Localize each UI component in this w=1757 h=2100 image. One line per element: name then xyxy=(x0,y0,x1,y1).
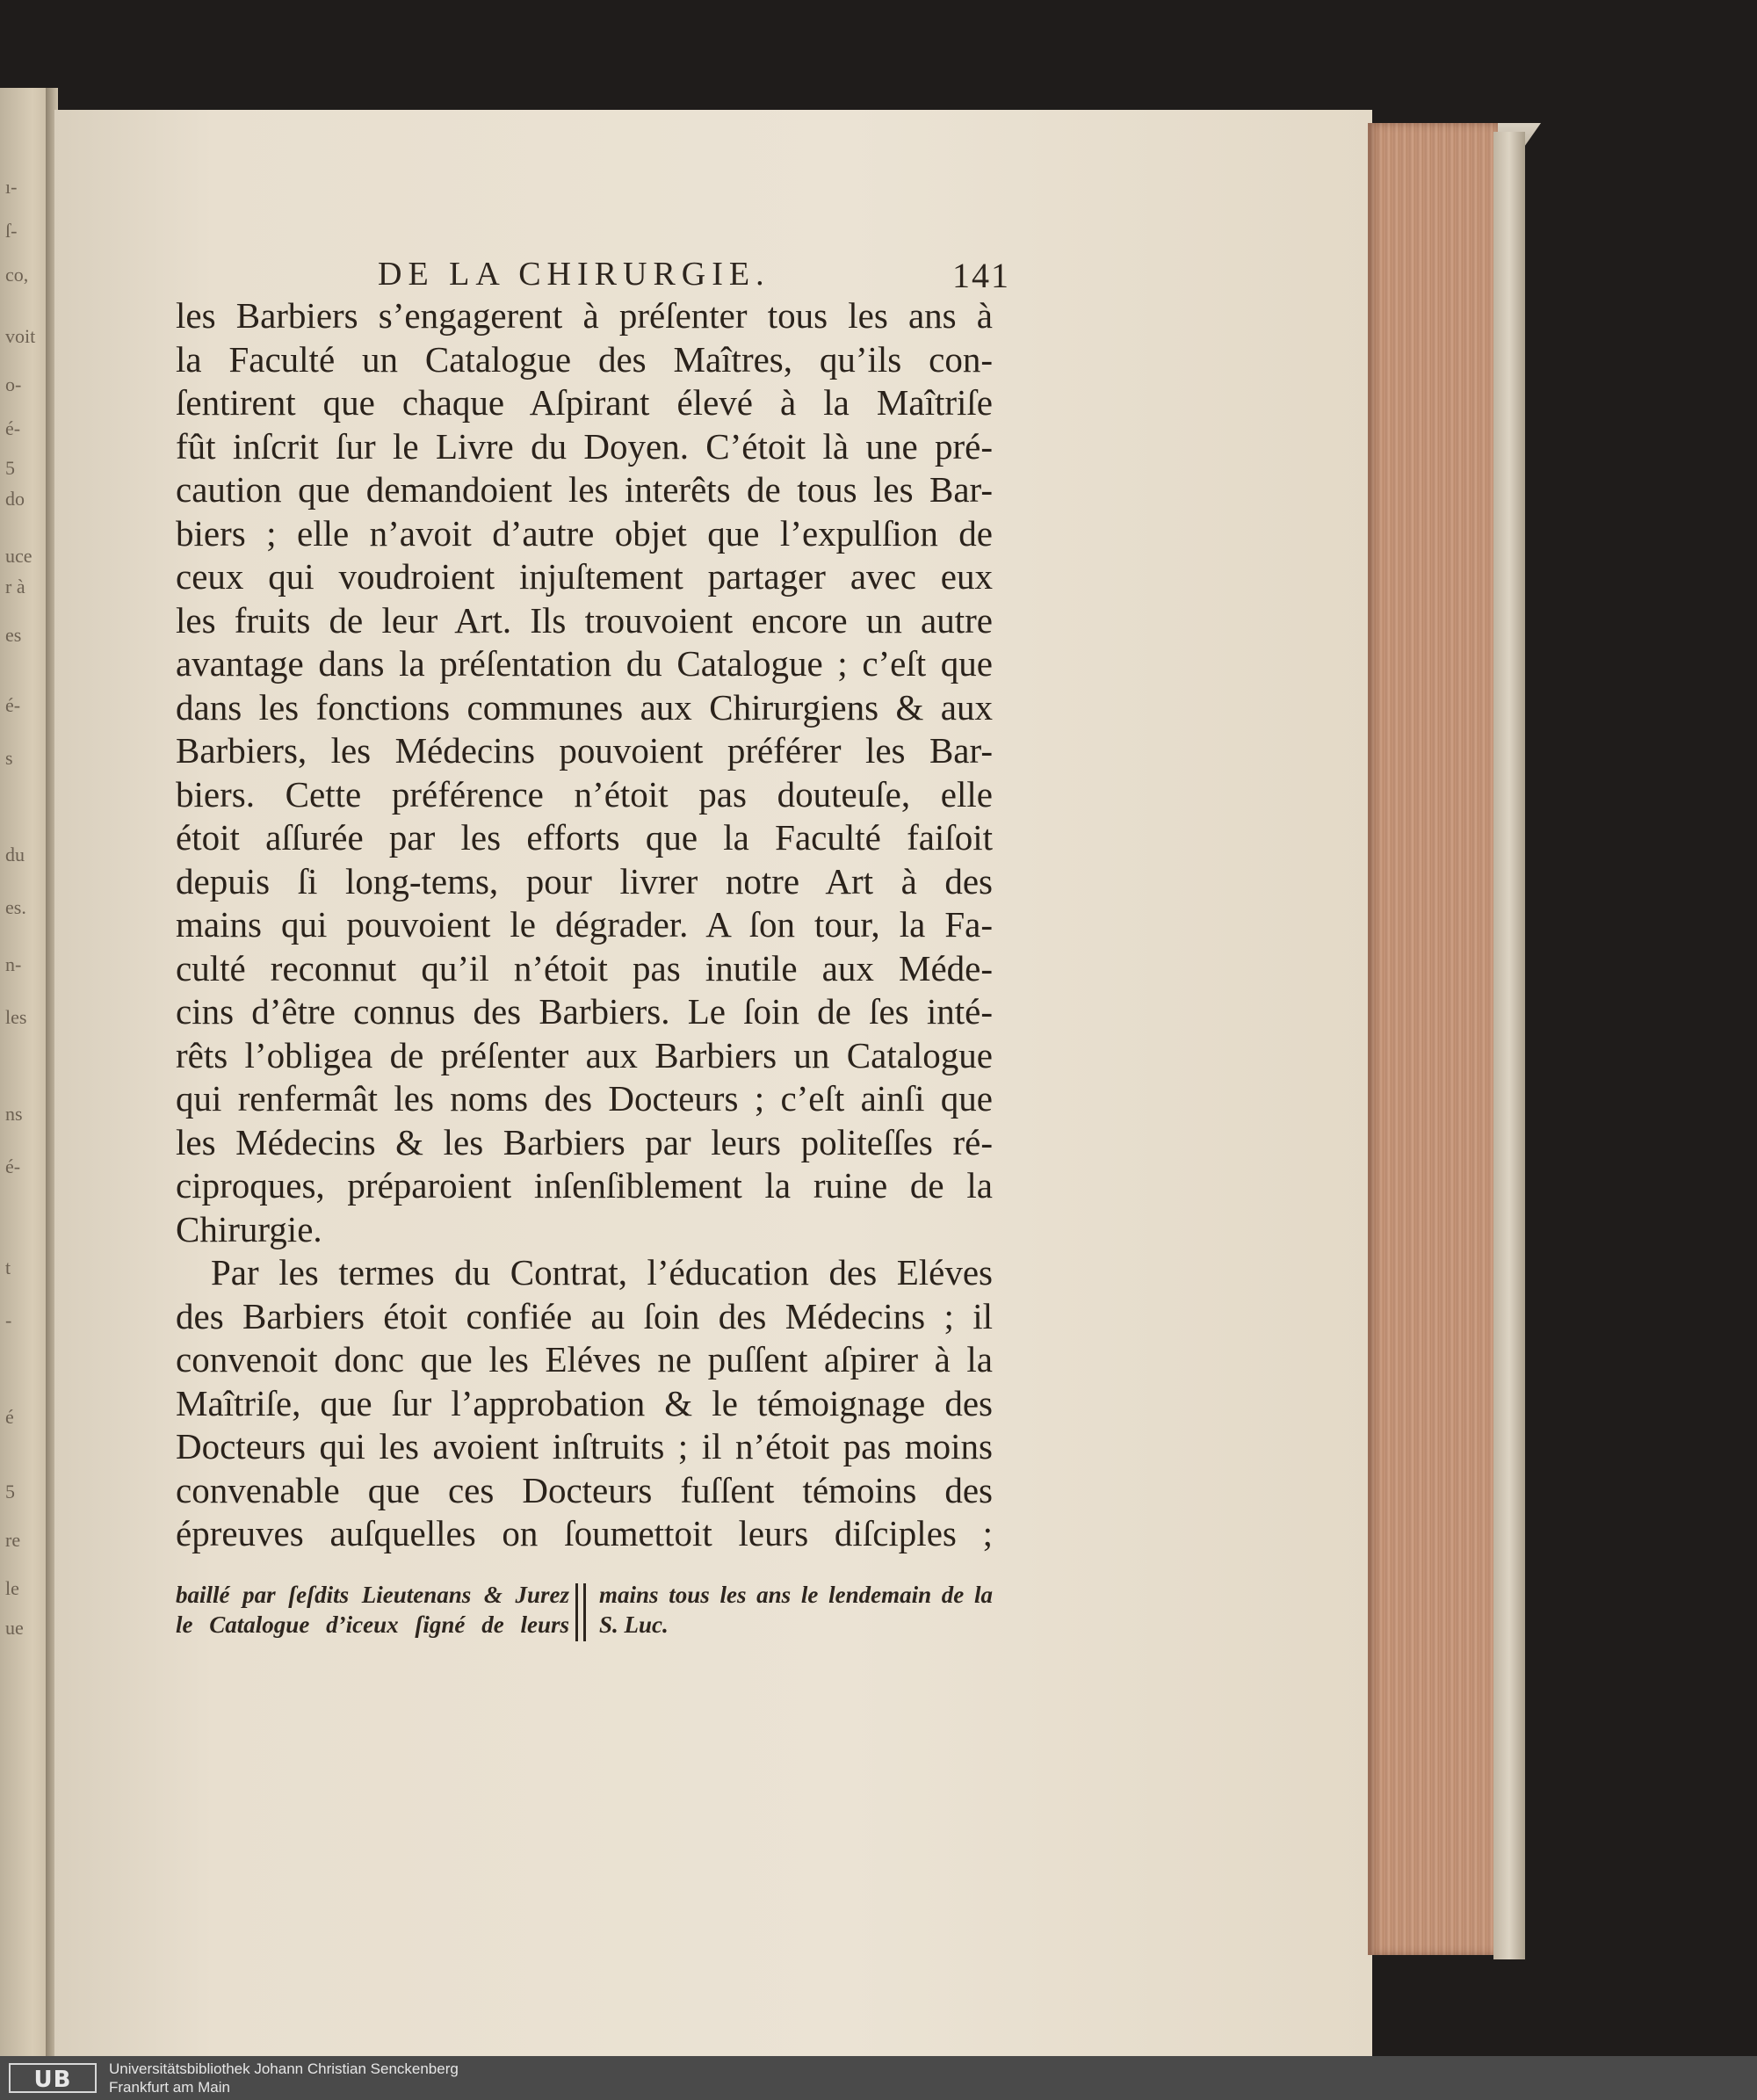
text-line: caution que demandoient les interêts de tous les Bar- xyxy=(176,469,993,510)
text-line: des Barbiers étoit confiée au ſoin des Médecins ; il xyxy=(176,1295,993,1336)
left-page-fragment: du xyxy=(5,844,25,865)
footnote-line: S. Luc. xyxy=(599,1611,669,1638)
left-page-fragment: r à xyxy=(5,576,25,597)
institution-label xyxy=(109,2060,459,2096)
text-line: épreuves auſquelles on ſoumettoit leurs diſciples ; xyxy=(176,1513,993,1553)
left-page-fragment: es xyxy=(5,624,22,646)
left-page-fragment: uce xyxy=(5,545,33,567)
institution-name: Universitätsbibliothek Johann Christian Senckenberg xyxy=(109,2060,459,2077)
left-page-fragment: ns xyxy=(5,1103,23,1125)
footnote-line: baillé par ſeſdits Lieutenans & Jurez xyxy=(176,1582,569,1608)
text-line: rêts l’obligea de préſenter aux Barbiers un Catalogue xyxy=(176,1034,993,1075)
text-line: qui renfermât les noms des Docteurs ; c’eſt ainſi que xyxy=(176,1078,993,1119)
text-line: ſentirent que chaque Aſpirant élevé à la Maîtriſe xyxy=(176,382,993,423)
text-line: ciproques, préparoient inſenſiblement la ruine de la xyxy=(176,1165,993,1206)
text-line: cins d’être connus des Barbiers. Le ſoin de ſes inté- xyxy=(176,991,993,1032)
left-page-fragment: s xyxy=(5,747,13,769)
text-line: ceux qui voudroient injuſtement partager avec eux xyxy=(176,556,993,597)
library-footer xyxy=(0,2056,1757,2100)
left-page-fragment: o- xyxy=(5,373,22,395)
body-text xyxy=(176,294,993,1556)
text-line: avantage dans la préſentation du Catalogue ; c’eſt que xyxy=(176,643,993,684)
ub-logo[interactable]: UB xyxy=(9,2063,97,2093)
text-line: convenable que ces Docteurs fuſſent témoins des xyxy=(176,1469,993,1510)
text-line: depuis ſi long-tems, pour livrer notre Art à des xyxy=(176,860,993,902)
left-page-fragment: le xyxy=(5,1577,19,1599)
left-page-fragment: é xyxy=(5,1406,14,1428)
footnote-left-column xyxy=(176,1580,569,1640)
left-page-fragment: les xyxy=(5,1006,27,1028)
text-line: Maîtriſe, que ſur l’approbation & le témoignage des xyxy=(176,1382,993,1423)
text-line: Par les termes du Contrat, l’éducation des Eléves xyxy=(211,1252,993,1293)
left-page-fragment: é- xyxy=(5,417,21,439)
text-line: la Faculté un Catalogue des Maîtres, qu’ils con- xyxy=(176,338,993,380)
text-line: Chirurgie. xyxy=(176,1208,322,1249)
text-line: les fruits de leur Art. Ils trouvoient encore un autre xyxy=(176,599,993,641)
left-page-fragment: n- xyxy=(5,953,22,975)
left-page-fragment: é- xyxy=(5,1155,21,1177)
page-fore-edge xyxy=(1368,123,1498,1955)
text-line: fût inſcrit ſur le Livre du Doyen. C’étoit là une pré- xyxy=(176,425,993,467)
institution-city: Frankfurt am Main xyxy=(109,2079,230,2096)
left-page-fragment: é- xyxy=(5,694,21,716)
left-page-fragment: do xyxy=(5,488,25,510)
left-page-fragment: ſ- xyxy=(5,220,18,242)
footnote-line: le Catalogue d’iceux ſigné de leurs xyxy=(176,1611,569,1638)
text-line: Docteurs qui les avoient inſtruits ; il n’étoit pas moins xyxy=(176,1426,993,1466)
left-page-fragment: ı- xyxy=(5,176,18,198)
text-line: mains qui pouvoient le dégrader. A ſon tour, la Fa- xyxy=(176,904,993,945)
footnote-right-column xyxy=(599,1580,993,1640)
page-number: 141 xyxy=(952,256,1010,295)
text-line: biers. Cette préférence n’étoit pas douteuſe, elle xyxy=(176,773,993,815)
left-page-fragment: 5 xyxy=(5,457,15,479)
text-line: les Médecins & les Barbiers par leurs politeſſes ré- xyxy=(176,1121,993,1162)
left-page-fragment: t xyxy=(5,1256,11,1278)
left-page-fragment: 5 xyxy=(5,1481,15,1503)
footnote xyxy=(176,1580,993,1650)
text-line: les Barbiers s’engagerent à préſenter tous les ans à xyxy=(176,295,993,336)
text-line: convenoit donc que les Eléves ne puſſent aſpirer à la xyxy=(176,1339,993,1379)
left-page-fragment: es. xyxy=(5,896,26,918)
running-title: DE LA CHIRURGIE. xyxy=(378,256,770,293)
text-line: Barbiers, les Médecins pouvoient préférer les Bar- xyxy=(176,730,993,771)
text-line: étoit aſſurée par les efforts que la Faculté faiſoit xyxy=(176,817,993,858)
left-page-fragment: re xyxy=(5,1529,21,1551)
left-page-fragment: - xyxy=(5,1309,12,1331)
left-page-fragment: voit xyxy=(5,325,36,347)
footnote-line: mains tous les ans le lendemain de la xyxy=(599,1582,993,1608)
text-line: biers ; elle n’avoit d’autre objet que l’expulſion de xyxy=(176,512,993,554)
book-cover-edge xyxy=(1493,132,1525,1959)
text-line: dans les fonctions communes aux Chirurgiens & aux xyxy=(176,686,993,728)
left-page-fragment: co, xyxy=(5,264,29,286)
page-header xyxy=(378,255,1010,299)
text-line: culté reconnut qu’il n’étoit pas inutile aux Méde- xyxy=(176,947,993,988)
left-page-fragment: ue xyxy=(5,1617,24,1639)
footnote-column-divider xyxy=(575,1583,586,1641)
